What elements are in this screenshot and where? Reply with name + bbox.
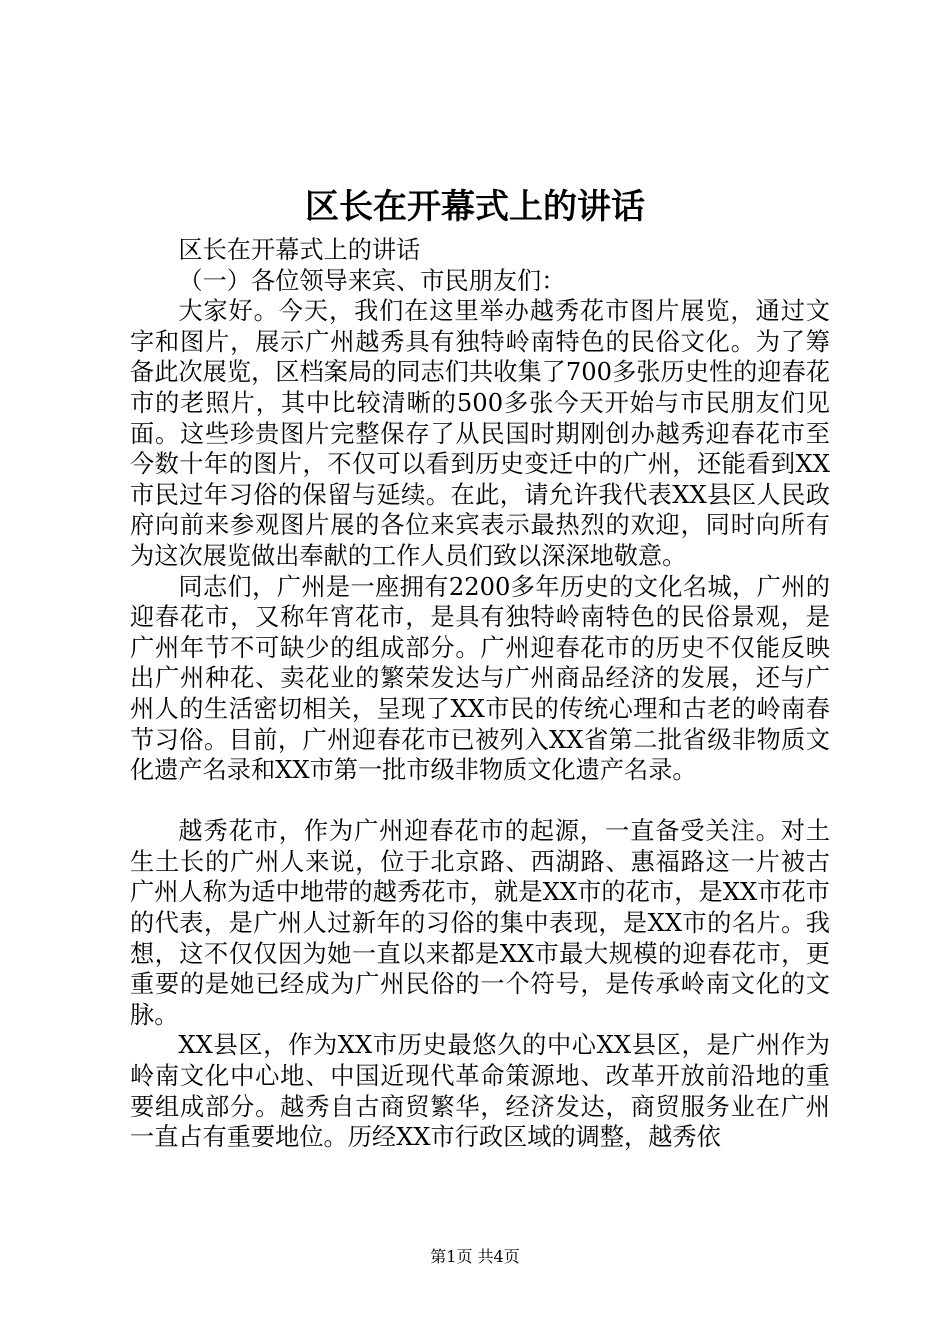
salutation-line: （一）各位领导来宾、市民朋友们： <box>178 266 566 295</box>
paragraph: 越秀花市，作为广州迎春花市的起源，一直备受关注。对土生土长的广州人来说，位于北京路、西湖路、惠福路这一片被古广州人称为适中地带的越秀花市，就是XX市的花市，是XX市花市的代表，是广州人过新年的习俗的集中表现，是XX市的名片。我想，这不仅仅因为她一直以来都是XX市最大规模的迎春花市，更重要的是她已经成为广州民俗的一个符号，是传承岭南文化的文脉。 <box>130 817 830 1029</box>
paragraph: 大家好。今天，我们在这里举办越秀花市图片展览，通过文字和图片，展示广州越秀具有独特岭南特色的民俗文化。为了筹备此次展览，区档案局的同志们共收集了700多张历史性的迎春花市的老照片，其中比较清晰的500多张今天开始与市民朋友们见面。这些珍贵图片完整保存了从民国时期刚创办越秀迎春花市至今数十年的图片，不仅可以看到历史变迁中的广州，还能看到XX市民过年习俗的保留与延续。在此，请允许我代表XX县区人民政府向前来参观图片展的各位来宾表示最热烈的欢迎，同时向所有为这次展览做出奉献的工作人员们致以深深地敬意。 <box>130 297 830 570</box>
document-body <box>130 235 830 1153</box>
document-title: 区长在开幕式上的讲话 <box>305 187 645 227</box>
page-footer: 第1页 共4页 <box>430 1247 520 1266</box>
paragraph: 同志们，广州是一座拥有2200多年历史的文化名城，广州的迎春花市，又称年宵花市，是具有独特岭南特色的民俗景观，是广州年节不可缺少的组成部分。广州迎春花市的历史不仅能反映出广州种花、卖花业的繁荣发达与广州商品经济的发展，还与广州人的生活密切相关，呈现了XX市民的传统心理和古老的岭南春节习俗。目前，广州迎春花市已被列入XX省第二批省级非物质文化遗产名录和XX市第一批市级非物质文化遗产名录。 <box>130 572 830 785</box>
subtitle-line: 区长在开幕式上的讲话 <box>178 236 421 264</box>
paragraph: XX县区，作为XX市历史最悠久的中心XX县区，是广州作为岭南文化中心地、中国近现代革命策源地、改革开放前沿地的重要组成部分。越秀自古商贸繁华，经济发达，商贸服务业在广州一直占有重要地位。历经XX市行政区域的调整，越秀依 <box>130 1031 830 1152</box>
